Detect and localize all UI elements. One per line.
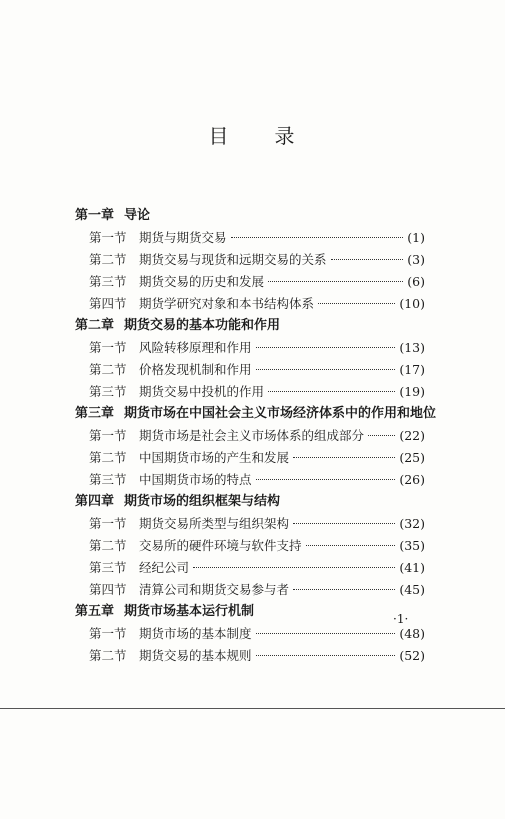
section-number: 第一节 <box>89 340 127 355</box>
section-page: (25) <box>399 450 425 465</box>
section-number: 第一节 <box>89 230 127 245</box>
leader-dots <box>331 259 404 260</box>
chapter-title: 期货市场的组织框架与结构 <box>124 494 281 509</box>
leader-dots <box>318 303 395 304</box>
section-title: 期货交易的历史和发展 <box>139 274 265 289</box>
leader-dots <box>256 479 396 480</box>
section-title: 价格发现机制和作用 <box>139 362 252 377</box>
section-title: 中国期货市场的产生和发展 <box>139 450 290 465</box>
section-page: (17) <box>399 362 425 377</box>
section-page: (35) <box>399 538 425 553</box>
section-page: (26) <box>399 472 425 487</box>
section-number: 第三节 <box>89 560 127 575</box>
leader-dots <box>293 457 395 458</box>
section-title: 期货市场的基本制度 <box>139 626 252 641</box>
toc-chapter <box>75 205 425 227</box>
section-number: 第四节 <box>89 582 127 597</box>
section-number: 第二节 <box>89 252 127 267</box>
section-page: (41) <box>399 560 425 575</box>
toc-section <box>75 579 425 601</box>
toc-section <box>75 645 425 667</box>
section-number: 第一节 <box>89 626 127 641</box>
toc-section <box>75 469 425 491</box>
toc-section <box>75 293 425 315</box>
section-page: (10) <box>399 296 425 311</box>
toc-section <box>75 249 425 271</box>
leader-dots <box>256 655 396 656</box>
section-title: 期货与期货交易 <box>139 230 227 245</box>
leader-dots <box>268 391 395 392</box>
section-page: (22) <box>399 428 425 443</box>
page-number-text: ·1· <box>393 612 409 626</box>
section-title: 交易所的硬件环境与软件支持 <box>139 538 302 553</box>
chapter-number: 第三章 <box>75 406 115 421</box>
section-number: 第三节 <box>89 384 127 399</box>
toc-section <box>75 447 425 469</box>
chapter-number: 第二章 <box>75 318 115 333</box>
toc-section <box>75 359 425 381</box>
toc-chapter <box>75 601 425 623</box>
toc-section <box>75 557 425 579</box>
chapter-number: 第一章 <box>75 208 115 223</box>
section-number: 第二节 <box>89 648 127 663</box>
title-char-2: 录 <box>274 124 297 148</box>
toc-chapter <box>75 491 425 513</box>
section-title: 清算公司和期货交易参与者 <box>139 582 290 597</box>
page-title <box>0 120 505 149</box>
toc-section <box>75 535 425 557</box>
section-title: 中国期货市场的特点 <box>139 472 252 487</box>
section-title: 经纪公司 <box>139 560 190 575</box>
section-number: 第四节 <box>89 296 127 311</box>
table-of-contents <box>75 205 437 667</box>
section-number: 第三节 <box>89 274 127 289</box>
toc-section <box>75 337 425 359</box>
bottom-rule <box>0 708 505 709</box>
leader-dots <box>293 523 395 524</box>
section-title: 期货学研究对象和本书结构体系 <box>139 296 315 311</box>
section-page: (45) <box>399 582 425 597</box>
toc-chapter <box>75 403 437 425</box>
leader-dots <box>268 281 403 282</box>
leader-dots <box>193 567 395 568</box>
leader-dots <box>231 237 404 238</box>
toc-section <box>75 271 425 293</box>
section-page: (19) <box>399 384 425 399</box>
section-number: 第三节 <box>89 472 127 487</box>
section-title: 期货市场是社会主义市场体系的组成部分 <box>139 428 365 443</box>
chapter-title: 导论 <box>124 208 151 223</box>
section-page: (1) <box>407 230 425 245</box>
toc-section <box>75 513 425 535</box>
toc-section <box>75 425 425 447</box>
leader-dots <box>306 545 396 546</box>
section-number: 第二节 <box>89 538 127 553</box>
section-title: 期货交易中投机的作用 <box>139 384 265 399</box>
toc-section <box>75 623 425 645</box>
section-page: (3) <box>407 252 425 267</box>
title-char-1: 目 <box>208 124 231 148</box>
chapter-title: 期货市场基本运行机制 <box>124 604 255 619</box>
section-title: 期货交易所类型与组织架构 <box>139 516 290 531</box>
section-page: (52) <box>399 648 425 663</box>
section-number: 第二节 <box>89 450 127 465</box>
section-title: 期货交易的基本规则 <box>139 648 252 663</box>
section-number: 第二节 <box>89 362 127 377</box>
section-page: (32) <box>399 516 425 531</box>
leader-dots <box>368 435 395 436</box>
toc-section <box>75 227 425 249</box>
section-number: 第一节 <box>89 428 127 443</box>
chapter-number: 第四章 <box>75 494 115 509</box>
chapter-title: 期货交易的基本功能和作用 <box>124 318 281 333</box>
leader-dots <box>256 369 396 370</box>
chapter-number: 第五章 <box>75 604 115 619</box>
leader-dots <box>256 347 396 348</box>
section-page: (13) <box>399 340 425 355</box>
toc-chapter <box>75 315 425 337</box>
section-page: (6) <box>407 274 425 289</box>
section-page: (48) <box>399 626 425 641</box>
section-title: 期货交易与现货和远期交易的关系 <box>139 252 327 267</box>
section-title: 风险转移原理和作用 <box>139 340 252 355</box>
toc-section <box>75 381 425 403</box>
chapter-title: 期货市场在中国社会主义市场经济体系中的作用和地位 <box>124 406 437 421</box>
section-number: 第一节 <box>89 516 127 531</box>
leader-dots <box>293 589 395 590</box>
leader-dots <box>256 633 396 634</box>
